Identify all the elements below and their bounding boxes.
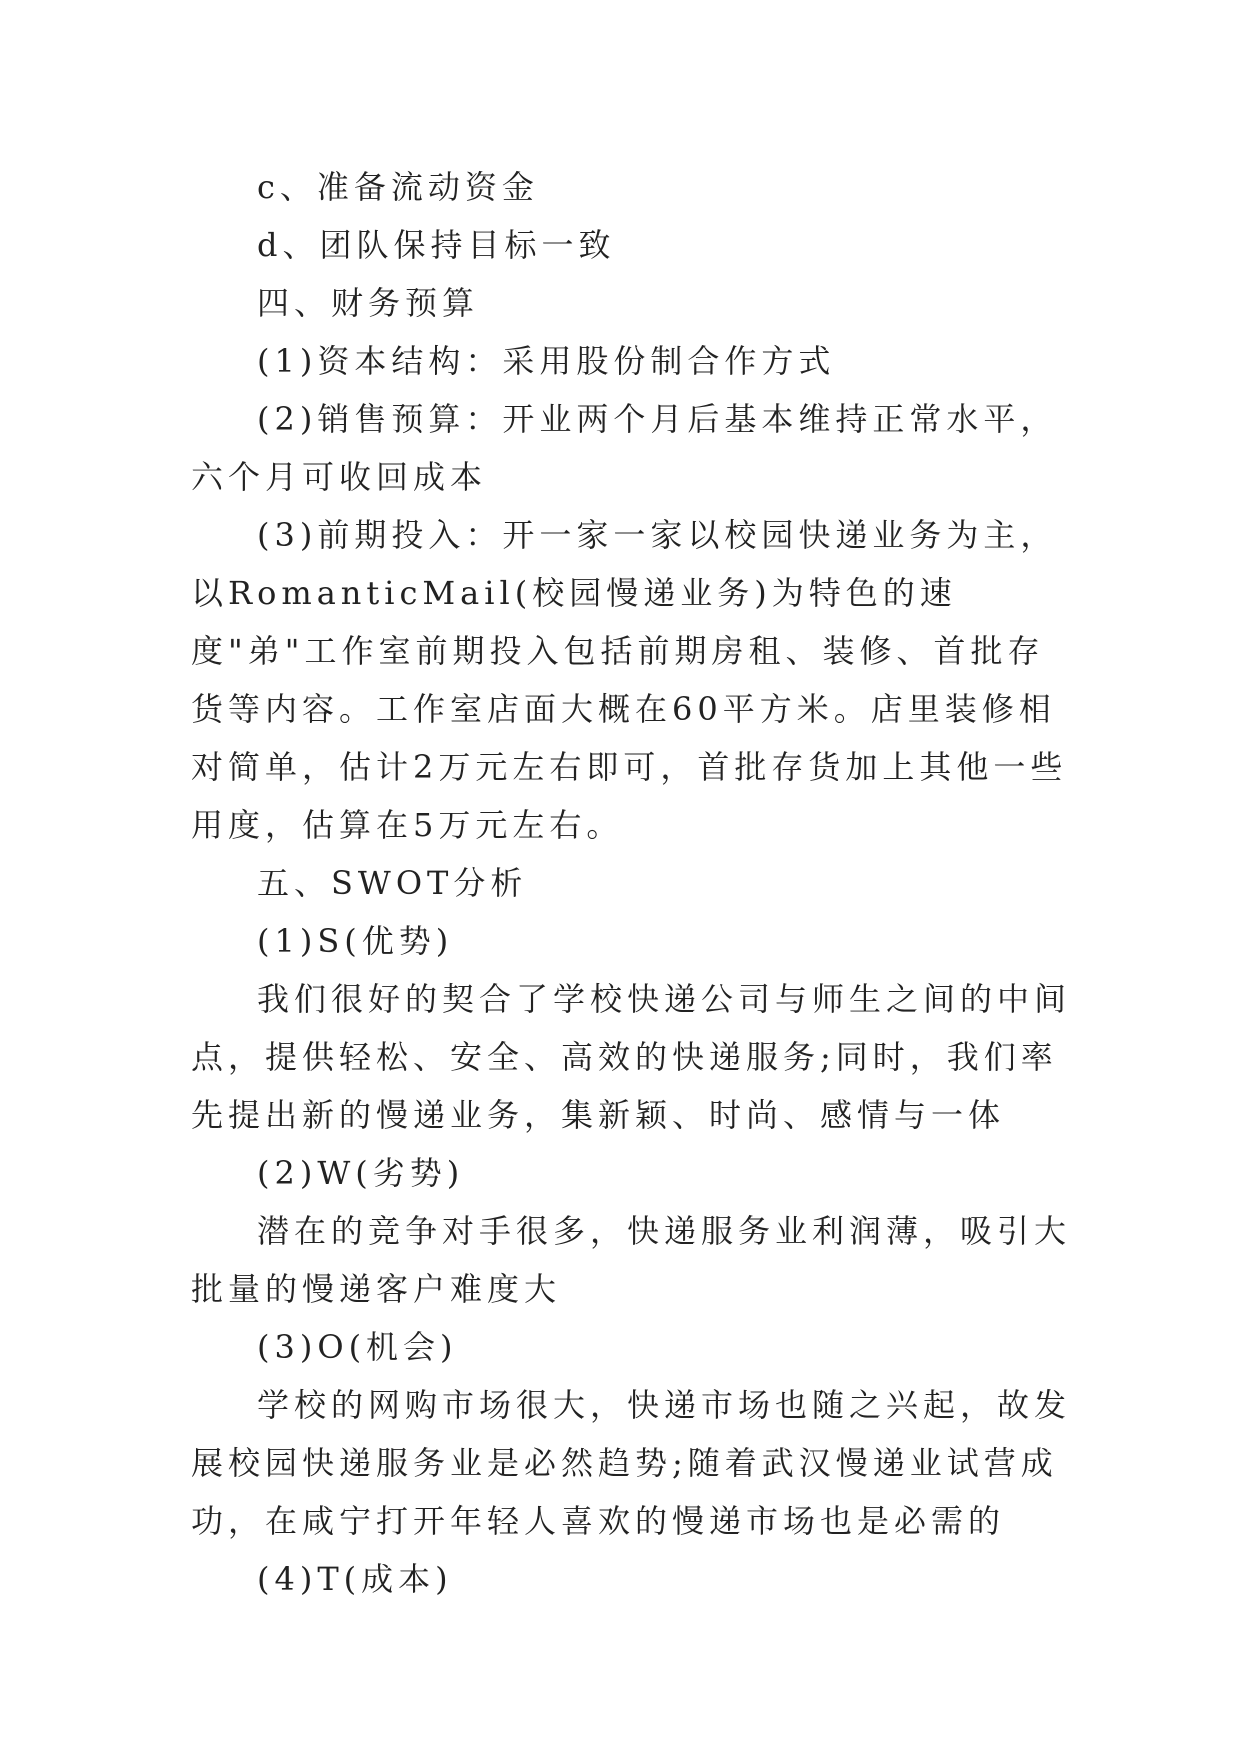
list-item-team-goals: d、团队保持目标一致 xyxy=(257,226,616,264)
subheading-opportunities: (3)O(机会) xyxy=(257,1328,458,1366)
strengths-paragraph: 我们很好的契合了学校快递公司与师生之间的中间点，提供轻松、安全、高效的快递服务;同时，我们率先提出新的慢递业务，集新颖、时尚、感情与一体 xyxy=(191,980,1072,1134)
sales-budget-paragraph: (2)销售预算：开业两个月后基本维持正常水平，六个月可收回成本 xyxy=(191,400,1058,496)
section-heading-swot: 五、SWOT分析 xyxy=(257,864,528,902)
subheading-threats: (4)T(成本) xyxy=(257,1560,453,1598)
capital-structure-paragraph: (1)资本结构：采用股份制合作方式 xyxy=(257,342,836,380)
opportunities-paragraph: 学校的网购市场很大，快递市场也随之兴起，故发展校园快递服务业是必然趋势;随着武汉慢递业试营成功，在咸宁打开年轻人喜欢的慢递市场也是必需的 xyxy=(191,1386,1072,1540)
list-item-liquid-funds: c、准备流动资金 xyxy=(257,168,539,206)
initial-investment-paragraph: (3)前期投入：开一家一家以校园快递业务为主，以RomanticMail(校园慢递业务)为特色的速度"弟"工作室前期投入包括前期房租、装修、首批存货等内容。工作室店面大概在60平方米。店里装修相对简单，估计2万元左右即可，首批存货加上其他一些用度，估算在5万元左右。 xyxy=(191,516,1068,844)
section-heading-financial-budget: 四、财务预算 xyxy=(257,284,480,322)
subheading-strengths: (1)S(优势) xyxy=(257,922,454,960)
weaknesses-paragraph: 潜在的竞争对手很多，快递服务业利润薄，吸引大批量的慢递客户难度大 xyxy=(191,1212,1072,1308)
document-body xyxy=(191,158,1071,1608)
subheading-weaknesses: (2)W(劣势) xyxy=(257,1154,465,1192)
